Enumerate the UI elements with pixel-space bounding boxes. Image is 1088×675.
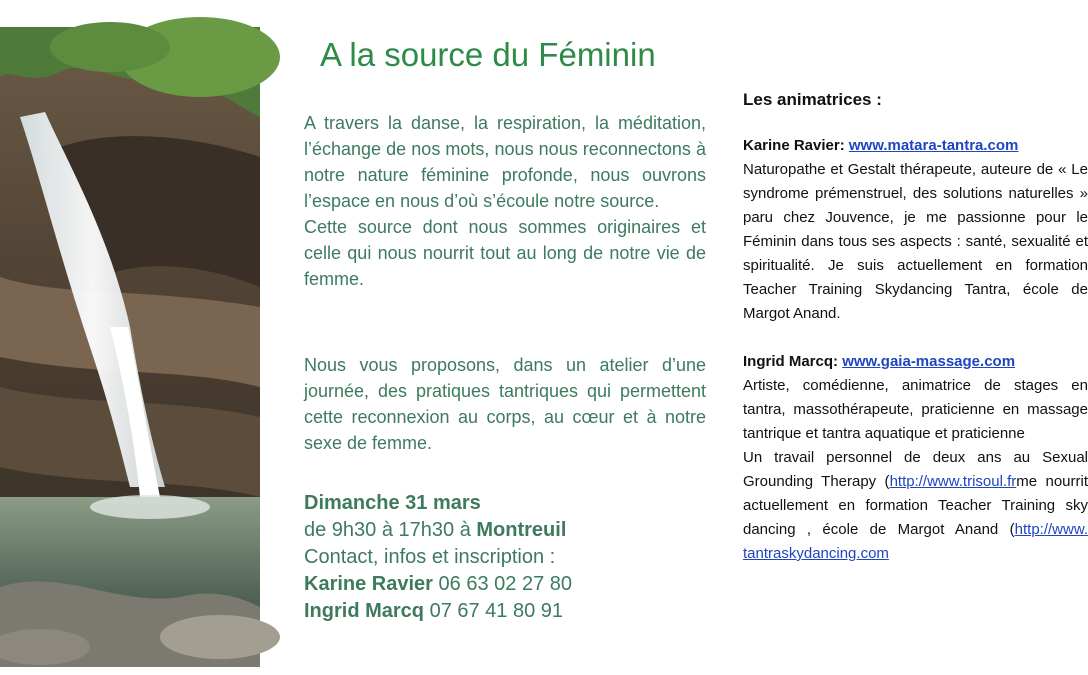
animatrices-section <box>743 88 1088 566</box>
event-details <box>304 490 734 625</box>
karine-header <box>743 134 1080 158</box>
offer-text <box>304 352 706 456</box>
contact-name: Ingrid Marcq <box>304 600 425 622</box>
ingrid-header <box>743 350 1080 374</box>
offer-paragraph: Nous vous proposons, dans un atelier d’une journée, des pratiques tantriques qui permettent cette reconnexion au corps, au cœur et à notre sexe de femme. <box>304 355 706 453</box>
waterfall-photo <box>0 27 260 667</box>
event-city: Montreuil <box>476 519 567 541</box>
intro-paragraph: A travers la danse, la respiration, la méditation, l’échange de nos mots, nous nous reconnectons à notre nature féminine profonde, nous ouvrons l’espace en nous d’où s’écoule notre source. <box>304 113 706 211</box>
ingrid-website-link[interactable]: www.gaia-massage.com <box>842 353 1016 370</box>
contact-phone: 07 67 41 80 91 <box>429 600 564 622</box>
contact-label: Contact, infos et inscription : <box>304 546 556 568</box>
ingrid-bio: Artiste, comédienne, animatrice de stages en tantra, massothérapeute, praticienne en massage tantrique et tantra aquatique et praticienne <box>743 377 1088 442</box>
contact-phone: 06 63 02 27 80 <box>438 573 572 595</box>
event-date: Dimanche 31 mars <box>304 492 481 514</box>
intro-text <box>304 110 706 292</box>
contact-name: Karine Ravier <box>304 573 433 595</box>
contact-karine <box>304 571 734 598</box>
animatrices-heading: Les animatrices : <box>743 90 882 109</box>
ingrid-work-prefix: Un travail personnel de deux ans au Sexual Grounding Therapy ( <box>743 449 1088 490</box>
ingrid-name: Ingrid Marcq: <box>743 353 839 370</box>
event-time-place <box>304 517 734 544</box>
event-time: de 9h30 à 17h30 à <box>304 519 471 541</box>
ingrid-work <box>743 446 1088 566</box>
tantraskydancing-link[interactable]: http://www. tantraskydancing.com <box>743 521 1088 562</box>
ingrid-work-mid: me nourrit actuellement en formation Teacher Training sky dancing , école de Margot Anand ( <box>743 473 1088 538</box>
karine-bio: Naturopathe et Gestalt thérapeute, auteure de « Le syndrome prémenstruel, des solutions naturelles » paru chez Jouvence, je me passionne pour le Féminin dans tous ses aspects : santé, sexualité et spiritualité. Je suis actuellement en formation Teacher Training Skydancing Tantra, école de Margot Anand. <box>743 161 1088 322</box>
trisoul-link[interactable]: http://www.trisoul.fr <box>889 473 1017 490</box>
source-paragraph: Cette source dont nous sommes originaires et celle qui nous nourrit tout au long de notre vie de femme. <box>304 217 706 289</box>
page-title: A la source du Féminin <box>320 36 656 73</box>
karine-name: Karine Ravier: <box>743 137 845 154</box>
contact-ingrid <box>304 598 734 625</box>
karine-website-link[interactable]: www.matara-tantra.com <box>848 137 1019 154</box>
